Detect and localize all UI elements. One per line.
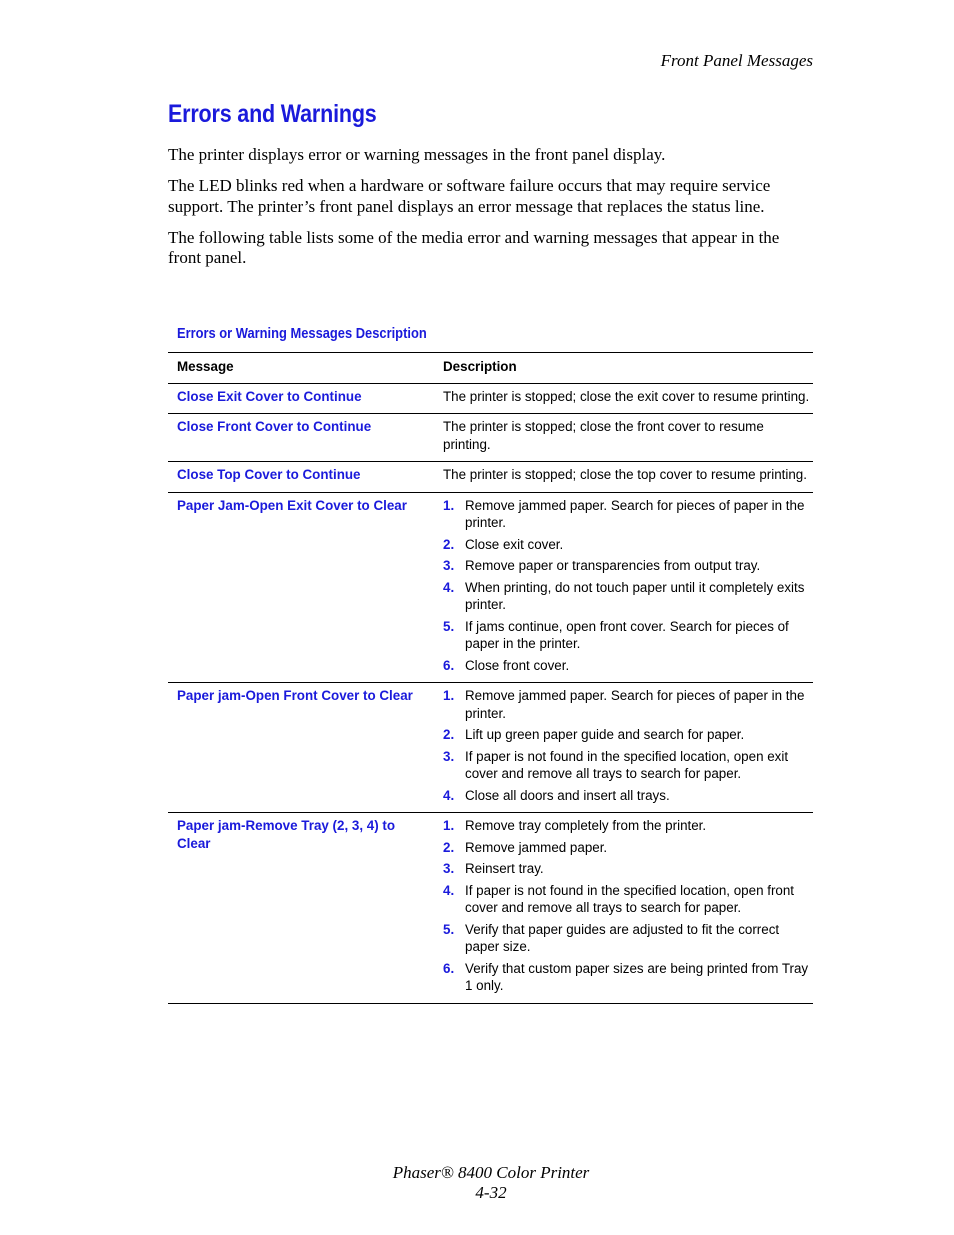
step-item <box>443 557 813 575</box>
intro-paragraph: The LED blinks red when a hardware or software failure occurs that may require service support. The printer’s front panel displays an error message that replaces the status line. <box>168 176 771 216</box>
step-text: Remove jammed paper. Search for pieces of paper in the printer. <box>465 497 805 530</box>
step-text: Remove jammed paper. Search for pieces of paper in the printer. <box>465 688 805 721</box>
step-text: Reinsert tray. <box>465 861 544 876</box>
message-name: Paper jam-Open Front Cover to Clear <box>177 688 413 703</box>
message-description: The printer is stopped; close the front cover to resume printing. <box>443 414 813 462</box>
step-item <box>443 748 813 783</box>
table-row <box>168 813 813 1004</box>
step-number: 4. <box>443 579 455 595</box>
step-text: Lift up green paper guide and search for paper. <box>465 727 745 742</box>
step-text: Verify that custom paper sizes are being printed from Tray 1 only. <box>465 960 809 993</box>
step-number: 2. <box>443 839 455 855</box>
step-number: 2. <box>443 727 455 742</box>
column-header-message: Message <box>168 353 443 384</box>
step-item <box>443 860 813 878</box>
step-text: Remove jammed paper. <box>465 839 608 855</box>
intro-paragraph: The printer displays error or warning messages in the front panel display. <box>168 145 666 164</box>
step-number: 6. <box>443 960 455 976</box>
intro-text <box>168 145 808 279</box>
step-item <box>443 579 813 614</box>
step-item <box>443 921 813 956</box>
step-number: 3. <box>443 861 455 876</box>
step-number: 5. <box>443 618 455 634</box>
step-item <box>443 882 813 917</box>
message-name: Paper jam-Remove Tray (2, 3, 4) to Clear <box>177 818 396 851</box>
step-number: 5. <box>443 921 455 937</box>
step-item <box>443 726 813 744</box>
step-item <box>443 787 813 805</box>
messages-table <box>168 352 813 1004</box>
message-description: The printer is stopped; close the top cover to resume printing. <box>443 462 813 493</box>
step-item <box>443 839 813 857</box>
step-item <box>443 960 813 995</box>
table-row <box>168 414 813 462</box>
column-header-description: Description <box>443 353 813 384</box>
table-row <box>168 383 813 414</box>
step-text: Close all doors and insert all trays. <box>465 787 670 803</box>
step-text: When printing, do not touch paper until it completely exits printer. <box>465 579 805 612</box>
section-title: Errors and Warnings <box>168 100 377 128</box>
step-number: 1. <box>443 497 455 513</box>
step-text: Close exit cover. <box>465 536 564 552</box>
step-item <box>443 497 813 532</box>
message-name: Close Top Cover to Continue <box>177 467 361 482</box>
step-text: If paper is not found in the specified location, open exit cover and remove all trays to search for paper. <box>465 748 789 781</box>
message-name: Paper Jam-Open Exit Cover to Clear <box>177 497 407 513</box>
step-number: 4. <box>443 787 455 803</box>
step-text: Remove paper or transparencies from output tray. <box>465 558 761 573</box>
intro-paragraph: The following table lists some of the media error and warning messages that appear in the front panel. <box>168 227 780 267</box>
table-row <box>168 492 813 683</box>
step-text: Remove tray completely from the printer. <box>465 818 707 833</box>
message-name: Close Front Cover to Continue <box>177 419 372 434</box>
step-number: 6. <box>443 657 455 673</box>
step-item <box>443 817 813 835</box>
step-number: 2. <box>443 536 455 552</box>
step-item <box>443 687 813 722</box>
step-number: 3. <box>443 558 455 573</box>
table-row <box>168 462 813 493</box>
step-number: 1. <box>443 818 455 833</box>
step-text: Verify that paper guides are adjusted to fit the correct paper size. <box>465 921 780 954</box>
table-header-row <box>168 353 813 384</box>
message-description: The printer is stopped; close the exit cover to resume printing. <box>443 383 813 414</box>
message-name: Close Exit Cover to Continue <box>177 388 362 404</box>
step-number: 3. <box>443 748 455 764</box>
steps-list <box>443 817 813 995</box>
steps-list <box>443 497 813 675</box>
table-row <box>168 683 813 813</box>
step-text: If jams continue, open front cover. Search for pieces of paper in the printer. <box>465 618 789 651</box>
table-caption: Errors or Warning Messages Description <box>177 325 427 342</box>
footer-product: Phaser® 8400 Color Printer <box>392 1163 590 1182</box>
step-item <box>443 657 813 675</box>
steps-list <box>443 687 813 804</box>
running-header: Front Panel Messages <box>660 51 813 70</box>
step-number: 4. <box>443 882 455 898</box>
step-number: 1. <box>443 688 455 703</box>
page-footer <box>0 1163 954 1203</box>
step-item <box>443 618 813 653</box>
step-text: Close front cover. <box>465 657 570 673</box>
step-text: If paper is not found in the specified location, open front cover and remove all trays to search for paper. <box>465 882 795 915</box>
step-item <box>443 536 813 554</box>
footer-page-number: 4-32 <box>475 1183 507 1202</box>
